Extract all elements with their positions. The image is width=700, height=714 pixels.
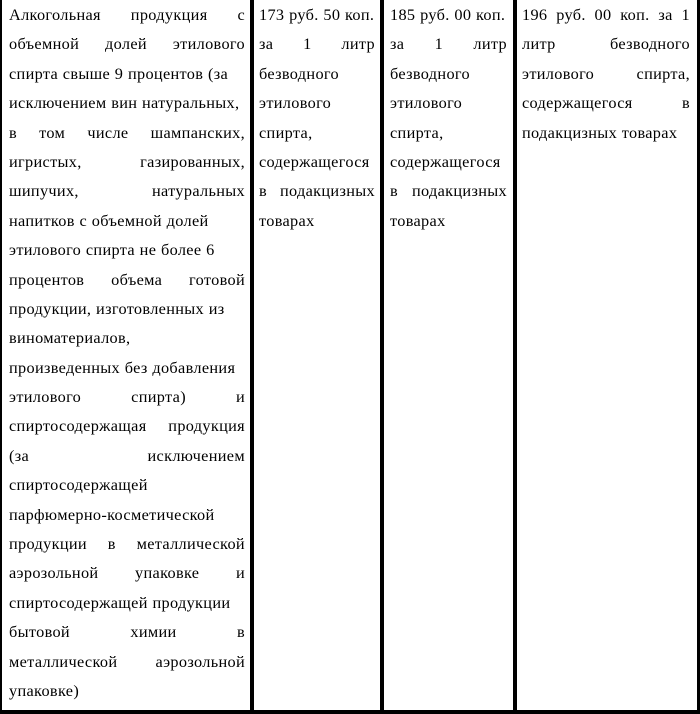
text-word: товарах	[259, 210, 315, 230]
text-line	[390, 147, 507, 176]
text-line	[390, 29, 507, 58]
text-line	[9, 323, 245, 352]
text-word: 1	[303, 34, 312, 54]
text-word: объемной	[9, 34, 80, 54]
text-line	[522, 59, 690, 88]
text-word: спиртосодержащей	[9, 475, 148, 495]
text-line	[390, 118, 507, 147]
column-divider-1	[250, 0, 254, 714]
text-word: за	[658, 5, 673, 24]
text-word: игристых,	[9, 151, 82, 171]
text-line	[522, 88, 690, 117]
text-line	[9, 529, 245, 558]
text-word: готовой	[189, 269, 245, 289]
text-line	[390, 59, 507, 88]
text-word: за	[390, 34, 405, 54]
text-word: содержащегося	[390, 151, 501, 171]
text-word: 173 руб. 50 коп.	[259, 5, 375, 24]
text-word: 1	[434, 34, 444, 54]
text-word: спирта,	[259, 122, 313, 142]
text-word: металлической	[136, 534, 245, 554]
text-word: товарах	[390, 210, 446, 230]
text-word: произведенных без добавления	[9, 357, 236, 377]
text-line	[9, 176, 245, 205]
text-word: 1	[681, 5, 690, 24]
text-line	[9, 500, 245, 529]
text-word: 00	[594, 5, 612, 24]
text-word: этилового	[259, 93, 332, 113]
text-word: числе	[87, 122, 129, 142]
text-word: шипучих,	[9, 181, 79, 201]
column-divider-3	[513, 0, 517, 714]
text-word: металлической	[9, 651, 118, 671]
text-word: спирта)	[131, 387, 186, 407]
text-word: в	[107, 534, 116, 554]
text-word: Алкогольная	[9, 5, 101, 24]
text-word: процентов	[9, 269, 85, 289]
text-line	[9, 617, 245, 646]
text-word: продукции, изготовленных из	[9, 298, 225, 318]
text-word: бытовой	[9, 622, 70, 642]
text-word: исключением	[147, 445, 245, 465]
text-word: продукция	[130, 5, 208, 24]
text-word: и	[235, 387, 245, 407]
text-word: подакцизных	[411, 181, 507, 201]
text-word: руб.	[556, 5, 586, 24]
text-word: упаковке)	[9, 680, 80, 700]
text-word: безводного	[390, 63, 470, 83]
text-word: спиртосодержащая	[9, 416, 147, 436]
rate-cell-2021	[259, 0, 375, 235]
text-line	[9, 206, 245, 235]
text-word: в	[9, 122, 18, 142]
text-line	[9, 59, 245, 88]
text-word: газированных,	[140, 151, 245, 171]
text-word: безводного	[610, 34, 690, 54]
text-word: в	[259, 181, 268, 201]
text-word: содержащегося	[522, 93, 633, 113]
text-line	[9, 588, 245, 617]
text-line	[259, 0, 375, 29]
text-line	[259, 29, 375, 58]
text-word: литр	[473, 34, 507, 54]
table-border-bottom	[0, 710, 700, 714]
text-word: аэрозольной	[155, 651, 245, 671]
text-word: литр	[341, 34, 375, 54]
text-word: этилового спирта не более 6	[9, 240, 215, 260]
text-word: долей	[105, 34, 147, 54]
text-word: парфюмерно-косметической	[9, 504, 215, 524]
text-word: 196	[522, 5, 548, 24]
text-line	[9, 265, 245, 294]
text-line	[9, 441, 245, 470]
text-word: спирта,	[636, 63, 690, 83]
text-word: продукция	[168, 416, 245, 436]
text-line	[390, 0, 507, 29]
text-word: литр	[522, 34, 556, 54]
text-line	[522, 0, 690, 29]
text-word: шампанских,	[150, 122, 245, 142]
text-word: упаковке	[135, 563, 200, 583]
text-word: спиртосодержащей продукции	[9, 592, 231, 612]
text-line	[9, 676, 245, 705]
text-word: этилового	[522, 63, 595, 83]
text-word: химии	[130, 622, 177, 642]
text-line	[9, 353, 245, 382]
text-word: исключением вин натуральных,	[9, 93, 240, 113]
text-line	[9, 235, 245, 264]
text-word: виноматериалов,	[9, 328, 131, 348]
text-word: объема	[111, 269, 163, 289]
text-word: коп.	[620, 5, 650, 24]
text-word: подакцизных товарах	[522, 122, 678, 142]
text-line	[9, 411, 245, 440]
text-word: за	[259, 34, 274, 54]
text-line	[9, 647, 245, 676]
text-line	[522, 29, 690, 58]
text-word: безводного	[259, 63, 339, 83]
text-word: спирта,	[390, 122, 444, 142]
text-line	[9, 147, 245, 176]
text-word: содержащегося	[259, 151, 370, 171]
text-word: этилового	[390, 93, 463, 113]
text-line	[9, 470, 245, 499]
text-line	[9, 0, 245, 29]
text-line	[9, 118, 245, 147]
text-word: в	[390, 181, 399, 201]
text-line	[259, 147, 375, 176]
text-line	[390, 88, 507, 117]
text-word: подакцизных	[279, 181, 375, 201]
text-word: напитков с объемной долей	[9, 210, 209, 230]
text-word: натуральных	[152, 181, 245, 201]
text-word: том	[39, 122, 66, 142]
text-word: в	[236, 622, 245, 642]
product-description-cell	[9, 0, 245, 705]
text-line	[9, 382, 245, 411]
text-line	[9, 294, 245, 323]
text-word: в	[681, 93, 690, 113]
column-divider-2	[380, 0, 384, 714]
text-word: с	[237, 5, 245, 24]
text-word: спирта свыше 9 процентов (за	[9, 63, 229, 83]
text-line	[390, 206, 507, 235]
text-word: аэрозольной	[9, 563, 99, 583]
rate-cell-2023	[522, 0, 690, 147]
text-line	[9, 558, 245, 587]
text-word: этилового	[9, 387, 82, 407]
text-line	[259, 118, 375, 147]
text-word: 185 руб. 00 коп.	[390, 5, 506, 24]
text-line	[522, 118, 690, 147]
text-word: и	[235, 563, 245, 583]
text-line	[259, 206, 375, 235]
text-line	[390, 176, 507, 205]
table-border-left	[0, 0, 2, 714]
text-line	[259, 88, 375, 117]
text-word: продукции	[9, 534, 87, 554]
text-line	[9, 29, 245, 58]
text-line	[259, 59, 375, 88]
text-word: (за	[9, 445, 30, 465]
text-line	[259, 176, 375, 205]
text-line	[9, 88, 245, 117]
rate-cell-2022	[390, 0, 507, 235]
text-word: этилового	[172, 34, 245, 54]
